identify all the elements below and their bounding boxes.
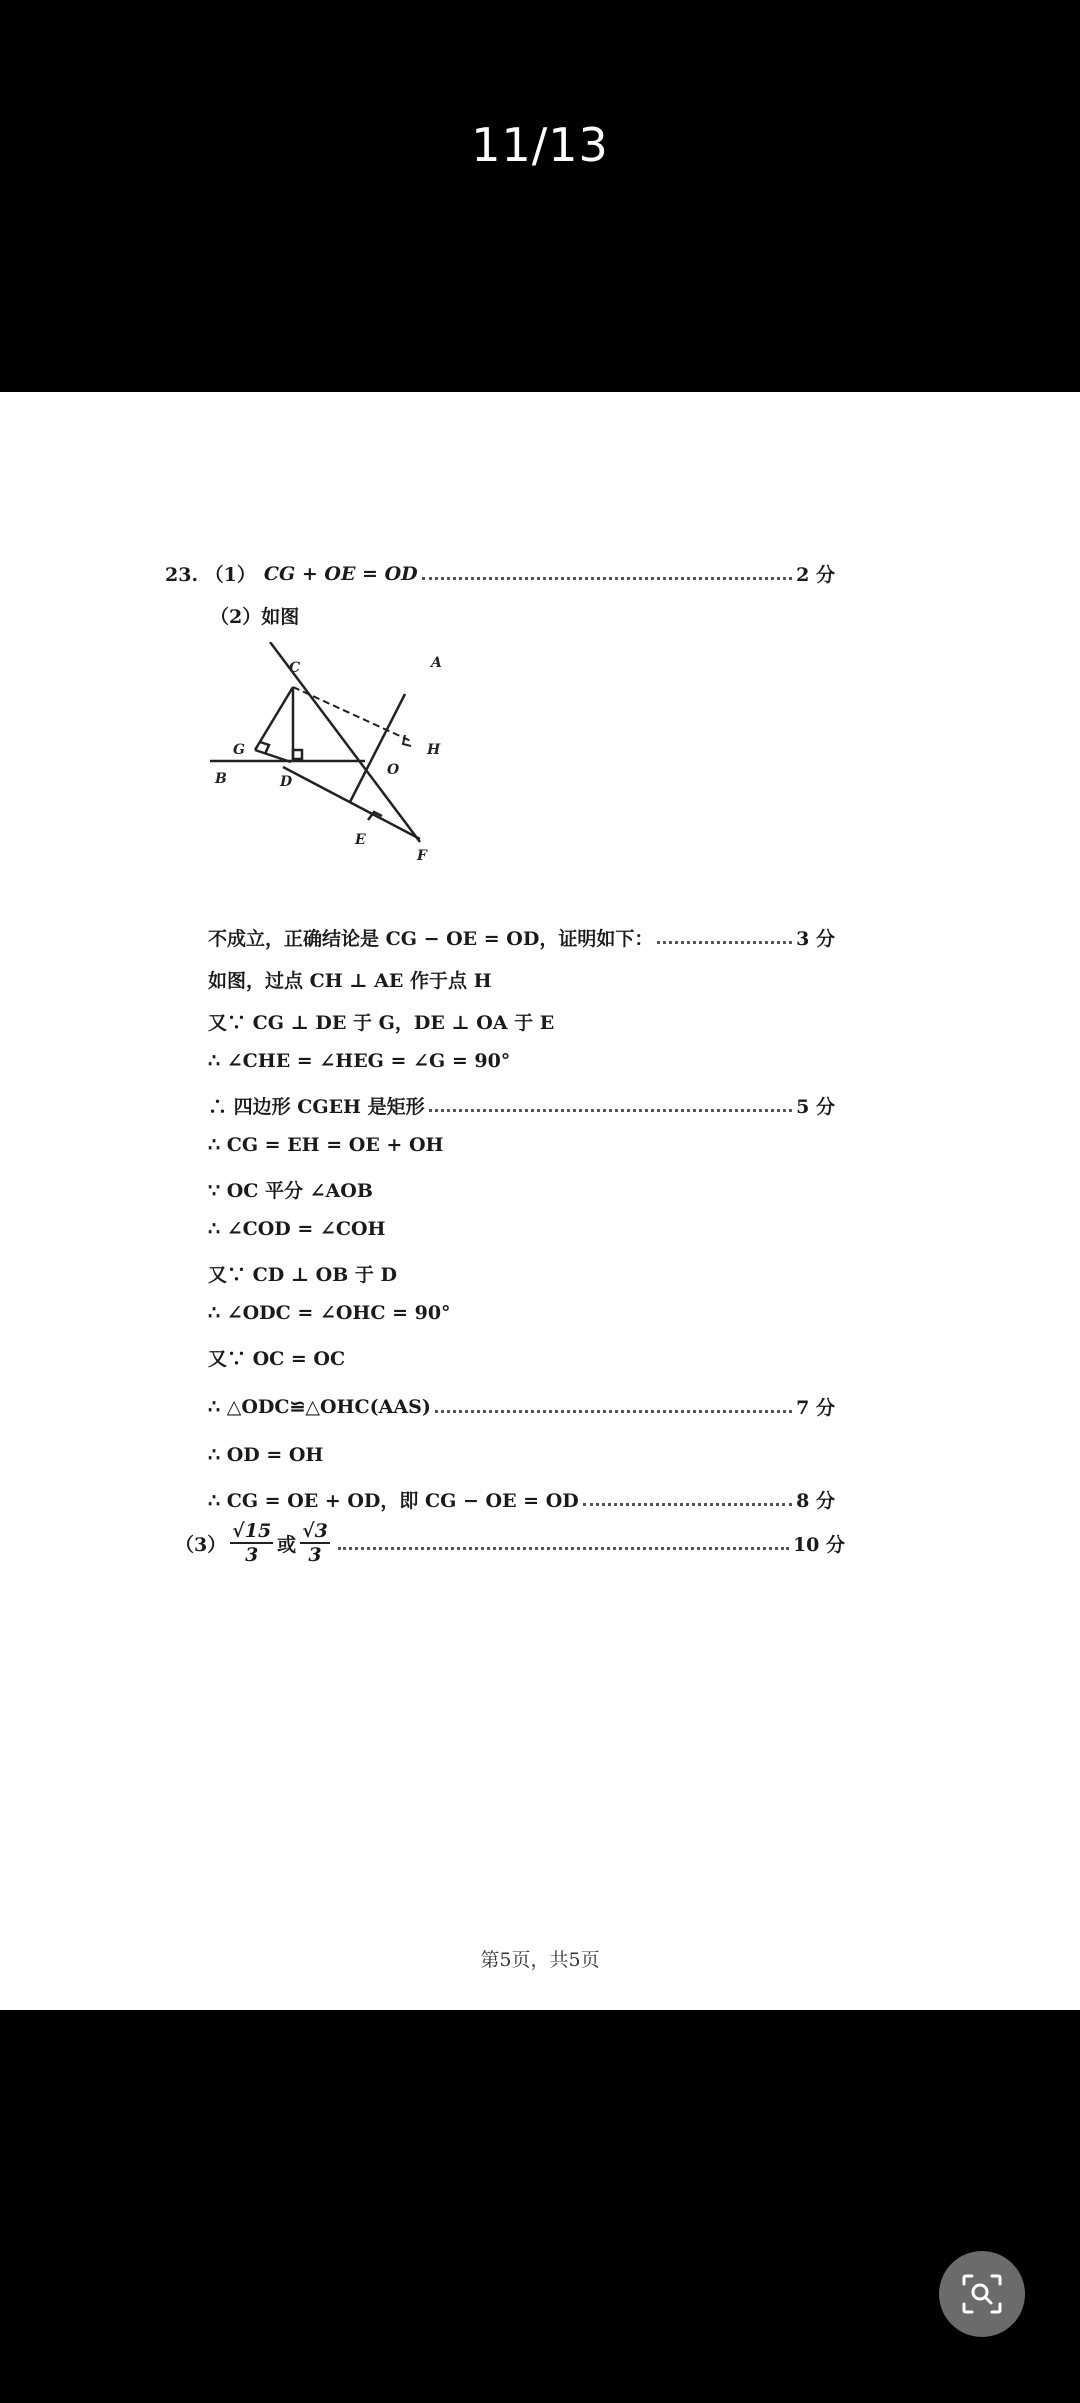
q1-score: 2 分 bbox=[796, 564, 835, 586]
label-C: C bbox=[289, 660, 301, 676]
label-H: H bbox=[427, 742, 441, 758]
label-D: D bbox=[280, 774, 293, 790]
proof-line-4: ∴ ∠CHE = ∠HEG = ∠G = 90° bbox=[208, 1050, 511, 1072]
proof-line-7: ∵ OC 平分 ∠AOB bbox=[208, 1180, 373, 1202]
label-E: E bbox=[355, 832, 366, 848]
proof-line-1: 不成立，正确结论是 CG − OE = OD，证明如下： 3 分 bbox=[208, 928, 835, 950]
proof-line-9: 又∵ CD ⊥ OB 于 D bbox=[208, 1264, 397, 1286]
q3-fraction-1: $\frac{√15}{3}$ bbox=[232, 1520, 272, 1566]
label-G: G bbox=[233, 742, 245, 758]
q2-label: （2）如图 bbox=[210, 606, 300, 628]
proof-line-6: ∴ CG = EH = OE + OH bbox=[208, 1134, 444, 1156]
image-search-button[interactable] bbox=[939, 2251, 1025, 2337]
q3-line: （3） $\frac{√15}{3}$ 或 $\frac{√3}{3}$ 10 分 bbox=[175, 1520, 845, 1566]
label-B: B bbox=[215, 771, 227, 787]
leader-dots bbox=[422, 577, 793, 580]
image-search-icon bbox=[960, 2272, 1004, 2316]
proof-line-13: ∴ OD = OH bbox=[208, 1444, 324, 1466]
q1-label: 23. （1） bbox=[165, 564, 256, 586]
label-O: O bbox=[387, 762, 400, 778]
page-footer: 第5页，共5页 bbox=[480, 1949, 600, 1971]
proof-line-3: 又∵ CG ⊥ DE 于 G，DE ⊥ OA 于 E bbox=[208, 1012, 555, 1034]
proof-line-2: 如图，过点 CH ⊥ AE 作于点 H bbox=[208, 970, 492, 992]
proof-line-10: ∴ ∠ODC = ∠OHC = 90° bbox=[208, 1302, 451, 1324]
proof-line-12: ∴ △ODC≌△OHC(AAS) 7 分 bbox=[208, 1395, 835, 1419]
page-counter: 11/13 bbox=[471, 118, 609, 172]
proof-line-8: ∴ ∠COD = ∠COH bbox=[208, 1218, 386, 1240]
proof-line-11: 又∵ OC = OC bbox=[208, 1348, 346, 1370]
document-page bbox=[0, 392, 1080, 2010]
label-A: A bbox=[431, 655, 442, 671]
label-F: F bbox=[417, 848, 427, 864]
geometry-figure bbox=[205, 642, 465, 897]
proof-line-5: ∴ 四边形 CGEH 是矩形 5 分 bbox=[208, 1096, 835, 1118]
q3-fraction-2: $\frac{√3}{3}$ bbox=[302, 1520, 328, 1566]
q1-line bbox=[165, 560, 835, 587]
q1-formula: CG + OE = OD bbox=[263, 562, 418, 585]
proof-line-14: ∴ CG = OE + OD，即 CG − OE = OD 8 分 bbox=[208, 1490, 835, 1512]
